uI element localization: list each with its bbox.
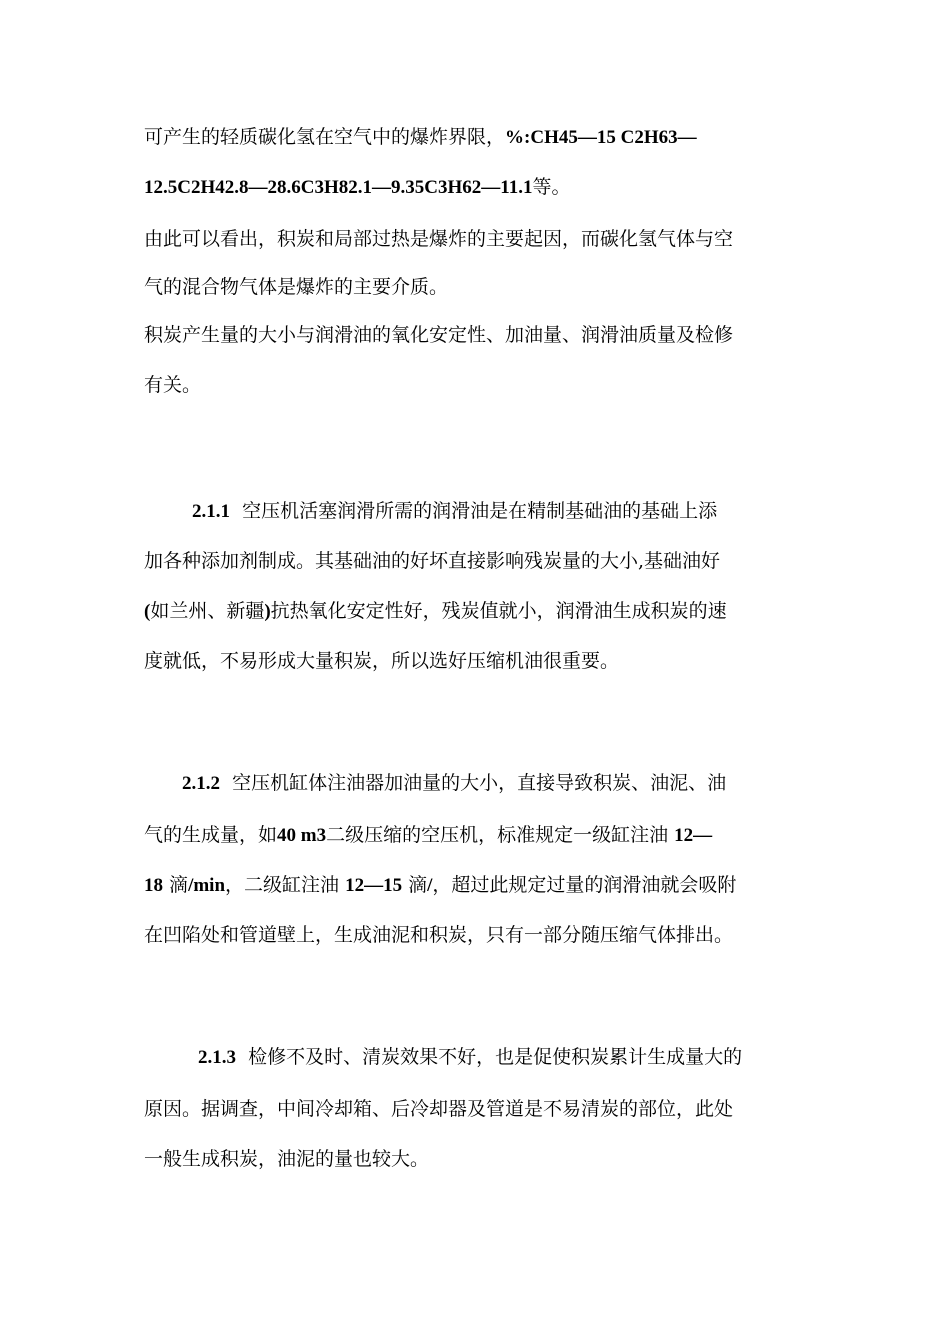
section-text: 空压机活塞润滑所需的润滑油是在精制基础油的基础上添: [242, 500, 718, 522]
explosion-limits-formula: %:CH45—15 C2H63—: [505, 127, 697, 148]
section-2-1-1-line-1: [144, 498, 814, 525]
intro-line-3: 由此可以看出，积炭和局部过热是爆炸的主要起因，而碳化氢气体与空: [144, 228, 734, 250]
section-text: 抗热氧化安定性好，残炭值就小，润滑油生成积炭的速: [270, 600, 727, 622]
intro-text: 等。: [532, 176, 571, 198]
section-number: 2.1.2: [182, 773, 220, 794]
intro-line-5: 积炭产生量的大小与润滑油的氧化安定性、加油量、润滑油质量及检修: [144, 324, 734, 346]
drip-rate-value: 18: [144, 875, 163, 896]
section-2-1-3-line-3: 一般生成积炭，油泥的量也较大。: [144, 1148, 430, 1170]
intro-line-2: [144, 174, 814, 201]
paren-close: ): [264, 601, 271, 622]
section-2-1-2-line-2: [144, 822, 814, 849]
drip-rate-value: 12—15: [345, 875, 403, 896]
section-text: 滴: [408, 874, 428, 896]
intro-line-6: 有关。: [144, 374, 202, 396]
section-number: 2.1.3: [198, 1047, 236, 1068]
section-text: 如兰州、新疆: [150, 600, 265, 622]
section-text: ，超过此规定过量的润滑油就会吸附: [432, 874, 737, 896]
section-2-1-2-line-1: [144, 770, 814, 797]
explosion-limits-formula: 12.5C2H42.8—28.6C3H82.1—9.35C3H62—11.1: [144, 177, 533, 198]
unit-text: /min: [188, 875, 226, 896]
capacity-value: 40 m3: [277, 825, 327, 846]
section-2-1-1-line-4: 度就低，不易形成大量积炭，所以选好压缩机油很重要。: [144, 650, 620, 672]
section-2-1-2-line-3: [144, 872, 814, 899]
section-text: 空压机缸体注油器加油量的大小，直接导致积炭、油泥、油: [232, 772, 727, 794]
section-2-1-3-line-1: [144, 1044, 814, 1071]
section-2-1-1-line-2: 加各种添加剂制成。其基础油的好坏直接影响残炭量的大小,基础油好: [144, 550, 721, 572]
drip-rate-value: 12—: [674, 825, 713, 846]
section-2-1-3-line-2: 原因。据调查，中间冷却箱、后冷却器及管道是不易清炭的部位，此处: [144, 1098, 734, 1120]
section-text: 滴: [169, 874, 189, 896]
section-2-1-1-line-3: [144, 598, 814, 625]
section-text: ，二级缸注油: [225, 874, 340, 896]
intro-text: 可产生的轻质碳化氢在空气中的爆炸界限，: [144, 126, 506, 148]
section-text: 检修不及时、清炭效果不好，也是促使积炭累计生成量大的: [248, 1046, 743, 1068]
section-text: 气的生成量，如: [144, 824, 278, 846]
section-text: 二级压缩的空压机，标准规定一级缸注油: [326, 824, 669, 846]
section-number: 2.1.1: [192, 501, 230, 522]
unit-text: /: [427, 875, 433, 896]
section-2-1-2-line-4: 在凹陷处和管道壁上，生成油泥和积炭，只有一部分随压缩气体排出。: [144, 924, 734, 946]
intro-line-4: 气的混合物气体是爆炸的主要介质。: [144, 276, 449, 298]
intro-line-1: [144, 124, 814, 151]
paren-open: (: [144, 601, 151, 622]
